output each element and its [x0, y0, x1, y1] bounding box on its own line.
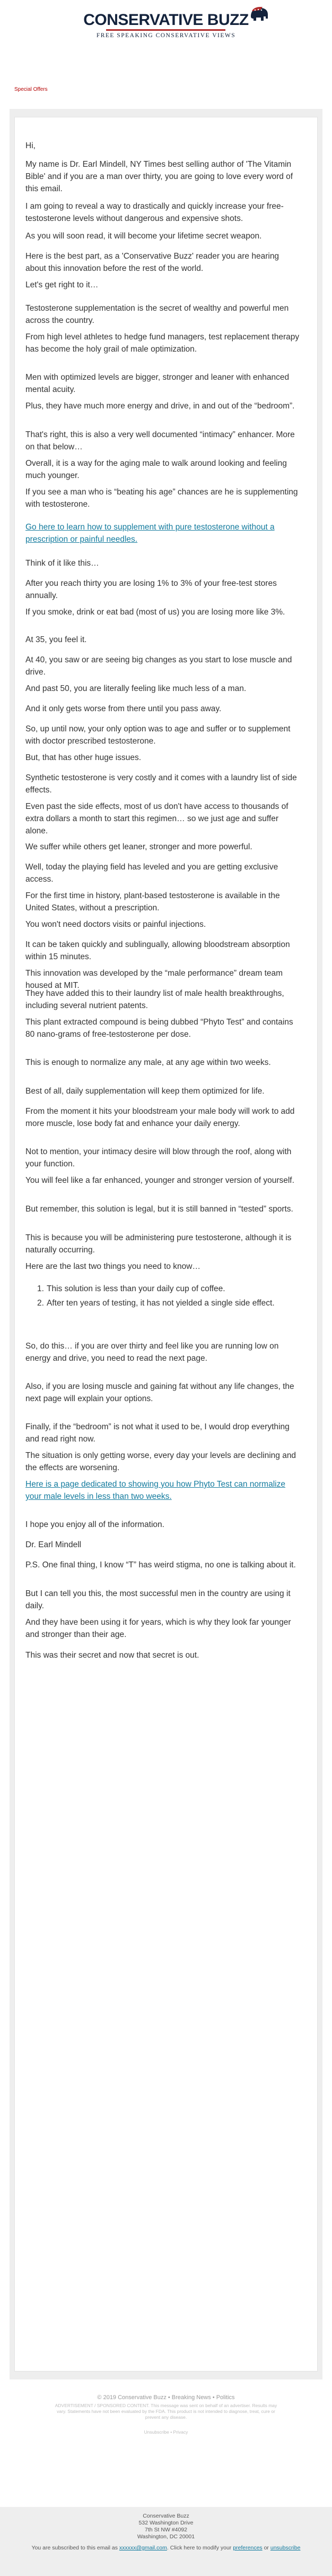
- body-paragraph: If you see a man who is “beating his age” chances are he is supplementing with testosterone.: [25, 488, 298, 509]
- body-paragraph: They have added this to their laundry list of male health breakthroughs, including several nutrient patents.: [25, 989, 284, 1010]
- list-item: [25, 1297, 301, 1309]
- subscription-line: [0, 2545, 332, 2551]
- body-paragraph: We suffer while others get leaner, stronger and more powerful.: [25, 842, 252, 851]
- body-paragraph: But remember, this solution is legal, but it is still banned in “tested” sports.: [25, 1205, 293, 1214]
- preferences-link[interactable]: preferences: [233, 2545, 263, 2551]
- logo-underline: [106, 29, 225, 31]
- body-paragraph: This plant extracted compound is being dubbed “Phyto Test” and contains 80 nano-grams of free-testosterone per dose.: [25, 1018, 293, 1039]
- body-paragraph: My name is Dr. Earl Mindell, NY Times best selling author of 'The Vitamin Bible' and if you are a man over thirty, you are going to love every word of this email.: [25, 160, 293, 193]
- body-paragraph: After you reach thirty you are losing 1% to 3% of your free-test stores annually.: [25, 579, 277, 600]
- cta-link[interactable]: Here is a page dedicated to showing you how Phyto Test can normalize your male levels in less than two weeks.: [25, 1480, 285, 1501]
- body-paragraph: As you will soon read, it will become your lifetime secret weapon.: [25, 232, 262, 241]
- body-paragraph: From the moment it hits your bloodstream your male body will work to add more muscle, lose body fat and enhance your daily energy.: [25, 1107, 295, 1128]
- body-paragraph: It can be taken quickly and sublingually, allowing bloodstream absorption within 15 minutes.: [25, 940, 290, 961]
- list-item-text: This solution is less than your daily cup of coffee.: [47, 1284, 225, 1293]
- ordered-list: [25, 1283, 301, 1311]
- body-paragraph: At 40, you saw or are seeing big changes as you start to lose muscle and drive.: [25, 655, 292, 677]
- body-paragraph: At 35, you feel it.: [25, 635, 87, 644]
- elephant-icon: [248, 5, 271, 26]
- body-paragraph: Well, today the playing field has leveled and you are getting exclusive access.: [25, 863, 278, 884]
- body-paragraph: So, do this… if you are over thirty and feel like you are running low on energy and drive, you need to read the next page.: [25, 1342, 279, 1363]
- body-paragraph: Hi,: [25, 141, 36, 150]
- footer-links: [0, 2429, 332, 2435]
- body-paragraph: Testosterone supplementation is the secret of wealthy and powerful men across the country.: [25, 304, 289, 325]
- body-paragraph: Finally, if the “bedroom” is not what it used to be, I would drop everything and read right now.: [25, 1422, 290, 1444]
- email-card: [14, 117, 318, 2372]
- list-item: [25, 1283, 301, 1295]
- body-paragraph: This innovation was developed by the “male performance” dream team housed at MIT.: [25, 969, 283, 990]
- address-line-3: Washington, DC 20001: [137, 2534, 195, 2540]
- body-paragraph: Plus, they have much more energy and drive, in and out of the “bedroom”.: [25, 402, 295, 411]
- sub-prefix: You are subscribed to this email as: [31, 2545, 118, 2551]
- body-paragraph: Let's get right to it…: [25, 280, 99, 289]
- site-logo[interactable]: [83, 12, 249, 39]
- body-paragraph: Men with optimized levels are bigger, stronger and leaner with enhanced mental acuity.: [25, 373, 290, 394]
- body-paragraph: You will feel like a far enhanced, younger and stronger version of yourself.: [25, 1176, 294, 1185]
- body-paragraph: And it only gets worse from there until you pass away.: [25, 704, 222, 713]
- footer-copyright: © 2019 Conservative Buzz • Breaking News • Politics: [97, 2394, 235, 2401]
- cta-link[interactable]: Go here to learn how to supplement with pure testosterone without a prescription or painful needles.: [25, 523, 275, 544]
- body-paragraph: Here is the best part, as a 'Conservative Buzz' reader you are hearing about this innovation before the rest of the world.: [25, 252, 279, 273]
- logo-word-1: CONSERVATIVE: [83, 11, 203, 29]
- email-header: [0, 0, 332, 50]
- address-line-2: 7th St NW #4092: [145, 2527, 187, 2533]
- body-paragraph: Synthetic testosterone is very costly and it comes with a laundry list of side effects.: [25, 773, 297, 795]
- body-paragraph: And they have been using it for years, which is why they look far younger and stronger than their age.: [25, 1618, 291, 1639]
- body-paragraph: But, that has other huge issues.: [25, 753, 141, 762]
- sub-or: or: [264, 2545, 269, 2551]
- logo-tagline: FREE SPEAKING CONSERVATIVE VIEWS: [96, 32, 236, 39]
- footer-disclaimer: ADVERTISEMENT / SPONSORED CONTENT. This message was sent on behalf of an advertiser. Results may vary. Statements have not been evaluated by the FDA. This product is not intended to diagnose, treat, cure or prevent any disease.: [55, 2403, 277, 2420]
- body-paragraph: This is enough to normalize any male, at any age within two weeks.: [25, 1058, 271, 1067]
- body-paragraph: For the first time in history, plant-based testosterone is available in the United States, without a prescription.: [25, 891, 280, 912]
- body-paragraph: And past 50, you are literally feeling like much less of a man.: [25, 684, 247, 693]
- body-paragraph: Overall, it is a way for the aging male to walk around looking and feeling much younger.: [25, 459, 287, 480]
- logo-text: [83, 12, 249, 28]
- body-paragraph: That's right, this is also a very well documented “intimacy” enhancer. More on that below…: [25, 430, 295, 451]
- body-paragraph: From high level athletes to hedge fund managers, test replacement therapy has become the holy grail of male optimization.: [25, 332, 300, 354]
- body-paragraph: This was their secret and now that secret is out.: [25, 1651, 199, 1660]
- body-paragraph: Not to mention, your intimacy desire will blow through the roof, along with your function.: [25, 1147, 292, 1168]
- body-paragraph: P.S. One final thing, I know “T” has weird stigma, no one is talking about it.: [25, 1560, 296, 1570]
- body-paragraph: You won't need doctors visits or painful injections.: [25, 920, 206, 929]
- sub-mid: . Click here to modify your: [167, 2545, 232, 2551]
- body-paragraph: I am going to reveal a way to drastically and quickly increase your free-testosterone levels without dangerous and expensive shots.: [25, 202, 284, 223]
- body-paragraph: Dr. Earl Mindell: [25, 1540, 82, 1549]
- body-paragraph: Think of it like this…: [25, 559, 99, 568]
- body-paragraph: If you smoke, drink or eat bad (most of us) you are losing more like 3%.: [25, 608, 285, 617]
- address-line-1: 532 Washington Drive: [138, 2520, 194, 2526]
- unsubscribe-link[interactable]: unsubscribe: [270, 2545, 301, 2551]
- list-number: 2.: [37, 1299, 44, 1308]
- body-paragraph: But I can tell you this, the most successful men in the country are using it daily.: [25, 1589, 291, 1610]
- body-paragraph: Here are the last two things you need to know…: [25, 1262, 200, 1271]
- logo-word-2: BUZZ: [207, 11, 249, 29]
- list-item-text: After ten years of testing, it has not yielded a single side effect.: [47, 1299, 275, 1308]
- body-paragraph: Also, if you are losing muscle and gaining fat without any life changes, the next page will explain your options.: [25, 1382, 294, 1403]
- body-paragraph: So, up until now, your only option was to age and suffer or to supplement with doctor prescribed testosterone.: [25, 724, 291, 746]
- subscriber-email-link[interactable]: xxxxxx@gmail.com: [119, 2545, 167, 2551]
- address-name: Conservative Buzz: [143, 2513, 189, 2519]
- body-paragraph: This is because you will be administering pure testosterone, although it is naturally occurring.: [25, 1233, 292, 1255]
- body-paragraph: Even past the side effects, most of us don't have access to thousands of extra dollars a month to start this regimen… so we just age and suffer alone.: [25, 802, 289, 835]
- body-paragraph: Best of all, daily supplementation will keep them optimized for life.: [25, 1087, 265, 1096]
- body-paragraph: The situation is only getting worse, every day your levels are declining and the effects are worsening.: [25, 1451, 296, 1472]
- list-number: 1.: [37, 1284, 44, 1293]
- body-paragraph: I hope you enjoy all of the information.: [25, 1520, 164, 1529]
- mailing-address: [0, 2513, 332, 2540]
- special-offers-label: Special Offers: [14, 87, 48, 92]
- email-body-wrapper: [10, 109, 322, 2379]
- footer-links-text[interactable]: Unsubscribe • Privacy: [144, 2429, 188, 2435]
